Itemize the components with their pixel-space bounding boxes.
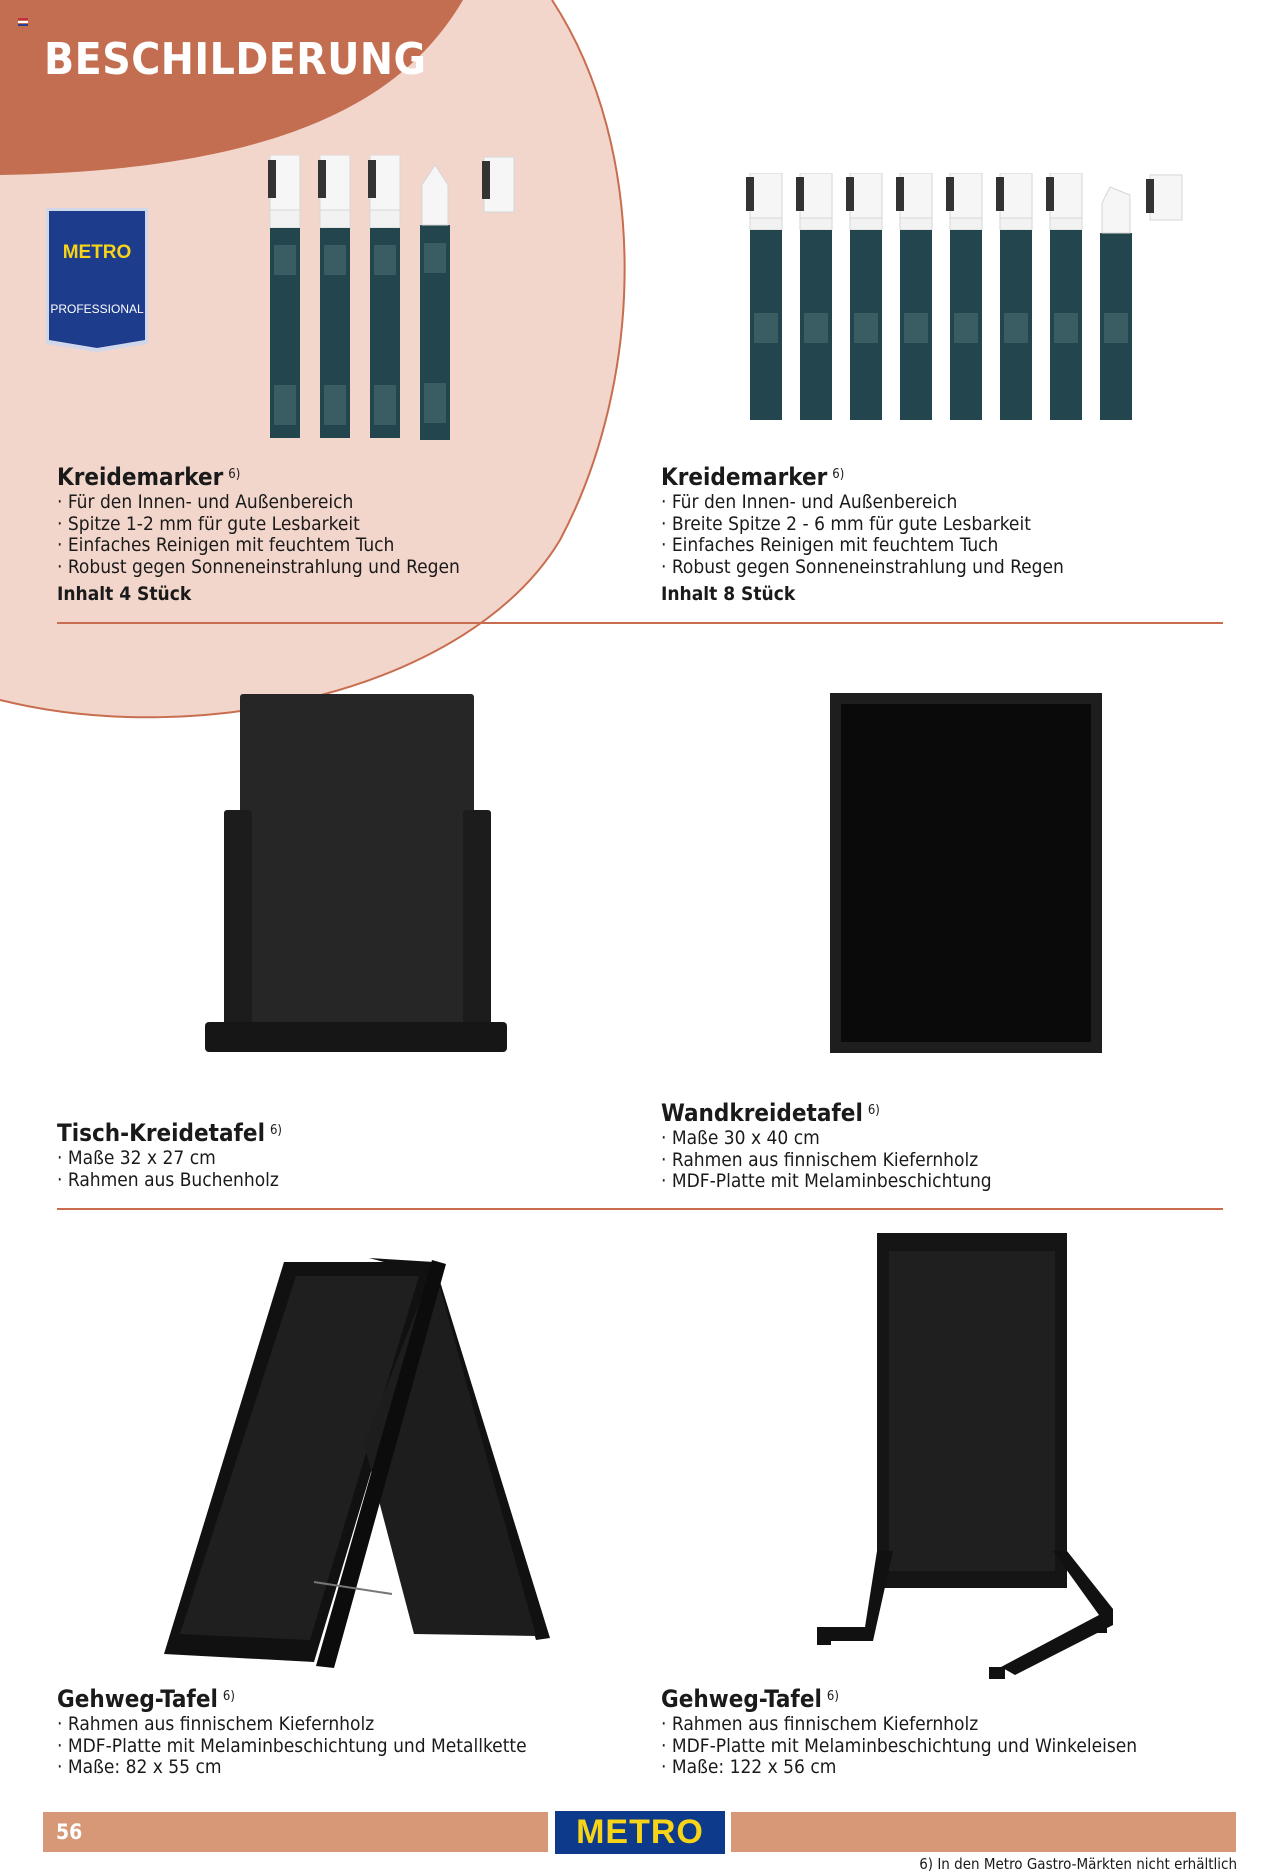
feature-item: · Breite Spitze 2 - 6 mm für gute Lesbarkeit bbox=[661, 514, 1064, 536]
product-title: Tisch-Kreidetafel $^{6)}$ bbox=[57, 1119, 282, 1147]
feature-item: · Rahmen aus finnischem Kiefernholz bbox=[57, 1714, 527, 1736]
feature-item: · Spitze 1-2 mm für gute Lesbarkeit bbox=[57, 514, 460, 536]
feature-item: · MDF-Platte mit Melaminbeschichtung und Winkeleisen bbox=[661, 1736, 1137, 1758]
footnote-ref: 6) bbox=[867, 1103, 880, 1118]
product-tisch-kreidetafel bbox=[57, 1118, 282, 1191]
feature-item: · Maße: 122 x 56 cm bbox=[661, 1757, 1137, 1779]
product-gehweg-tafel-1 bbox=[57, 1684, 527, 1779]
product-kreidemarker-4 bbox=[57, 462, 460, 606]
feature-item: · Rahmen aus finnischem Kiefernholz bbox=[661, 1150, 992, 1172]
feature-item: · Maße: 82 x 55 cm bbox=[57, 1757, 527, 1779]
flag-icon bbox=[18, 18, 28, 25]
feature-item: · Für den Innen- und Außenbereich bbox=[57, 492, 460, 514]
feature-list bbox=[57, 492, 460, 578]
product-title: Kreidemarker $^{6)}$ bbox=[661, 463, 845, 491]
metro-logo-text: METRO bbox=[576, 1813, 704, 1851]
product-image-marker-8 bbox=[746, 173, 1196, 425]
feature-item: · Robust gegen Sonneneinstrahlung und Regen bbox=[57, 557, 460, 579]
footnote: 6) In den Metro Gastro-Märkten nicht erhältlich bbox=[919, 1855, 1237, 1873]
feature-item: · Rahmen aus Buchenholz bbox=[57, 1170, 282, 1192]
feature-item: · Einfaches Reinigen mit feuchtem Tuch bbox=[661, 535, 1064, 557]
feature-item: · Robust gegen Sonneneinstrahlung und Regen bbox=[661, 557, 1064, 579]
feature-item: · MDF-Platte mit Melaminbeschichtung bbox=[661, 1171, 992, 1193]
feature-item: · Für den Innen- und Außenbereich bbox=[661, 492, 1064, 514]
feature-list bbox=[661, 492, 1064, 578]
product-image-marker-4 bbox=[268, 155, 530, 445]
feature-list bbox=[661, 1128, 992, 1193]
product-title: Gehweg-Tafel $^{6)}$ bbox=[661, 1685, 839, 1713]
feature-item: · Maße 30 x 40 cm bbox=[661, 1128, 992, 1150]
footnote-ref: 6) bbox=[222, 1689, 235, 1704]
product-title: Wandkreidetafel $^{6)}$ bbox=[661, 1099, 880, 1127]
feature-item: · Maße 32 x 27 cm bbox=[57, 1148, 282, 1170]
metro-professional-badge bbox=[44, 206, 150, 352]
footnote-ref: 6) bbox=[832, 467, 845, 482]
quantity: Inhalt 4 Stück bbox=[57, 583, 192, 605]
product-image-aframe-board bbox=[164, 1254, 550, 1670]
page-title: BESCHILDERUNG bbox=[44, 34, 427, 85]
feature-list bbox=[57, 1148, 282, 1191]
metro-logo bbox=[555, 1811, 725, 1854]
badge-brand: METRO bbox=[62, 242, 132, 263]
product-image-standing-board bbox=[813, 1231, 1115, 1698]
product-wandkreidetafel bbox=[661, 1098, 992, 1193]
product-image-table-board bbox=[203, 692, 508, 1055]
product-title: Gehweg-Tafel $^{6)}$ bbox=[57, 1685, 235, 1713]
product-kreidemarker-8 bbox=[661, 462, 1064, 606]
section-divider bbox=[57, 622, 1223, 624]
footnote-ref: 6) bbox=[826, 1689, 839, 1704]
feature-item: · Einfaches Reinigen mit feuchtem Tuch bbox=[57, 535, 460, 557]
footnote-ref: 6) bbox=[269, 1123, 282, 1138]
feature-list bbox=[57, 1714, 527, 1779]
product-image-wall-board bbox=[829, 692, 1103, 1054]
feature-item: · MDF-Platte mit Melaminbeschichtung und Metallkette bbox=[57, 1736, 527, 1758]
section-divider bbox=[57, 1208, 1223, 1210]
feature-item: · Rahmen aus finnischem Kiefernholz bbox=[661, 1714, 1137, 1736]
feature-list bbox=[661, 1714, 1137, 1779]
footnote-ref: 6) bbox=[228, 467, 241, 482]
footer-bar-left bbox=[43, 1812, 548, 1852]
page-number: 56 bbox=[56, 1820, 83, 1844]
quantity: Inhalt 8 Stück bbox=[661, 583, 796, 605]
footer-bar-right bbox=[731, 1812, 1236, 1852]
product-title: Kreidemarker $^{6)}$ bbox=[57, 463, 241, 491]
product-gehweg-tafel-2 bbox=[661, 1684, 1137, 1779]
badge-line: PROFESSIONAL bbox=[50, 302, 144, 316]
